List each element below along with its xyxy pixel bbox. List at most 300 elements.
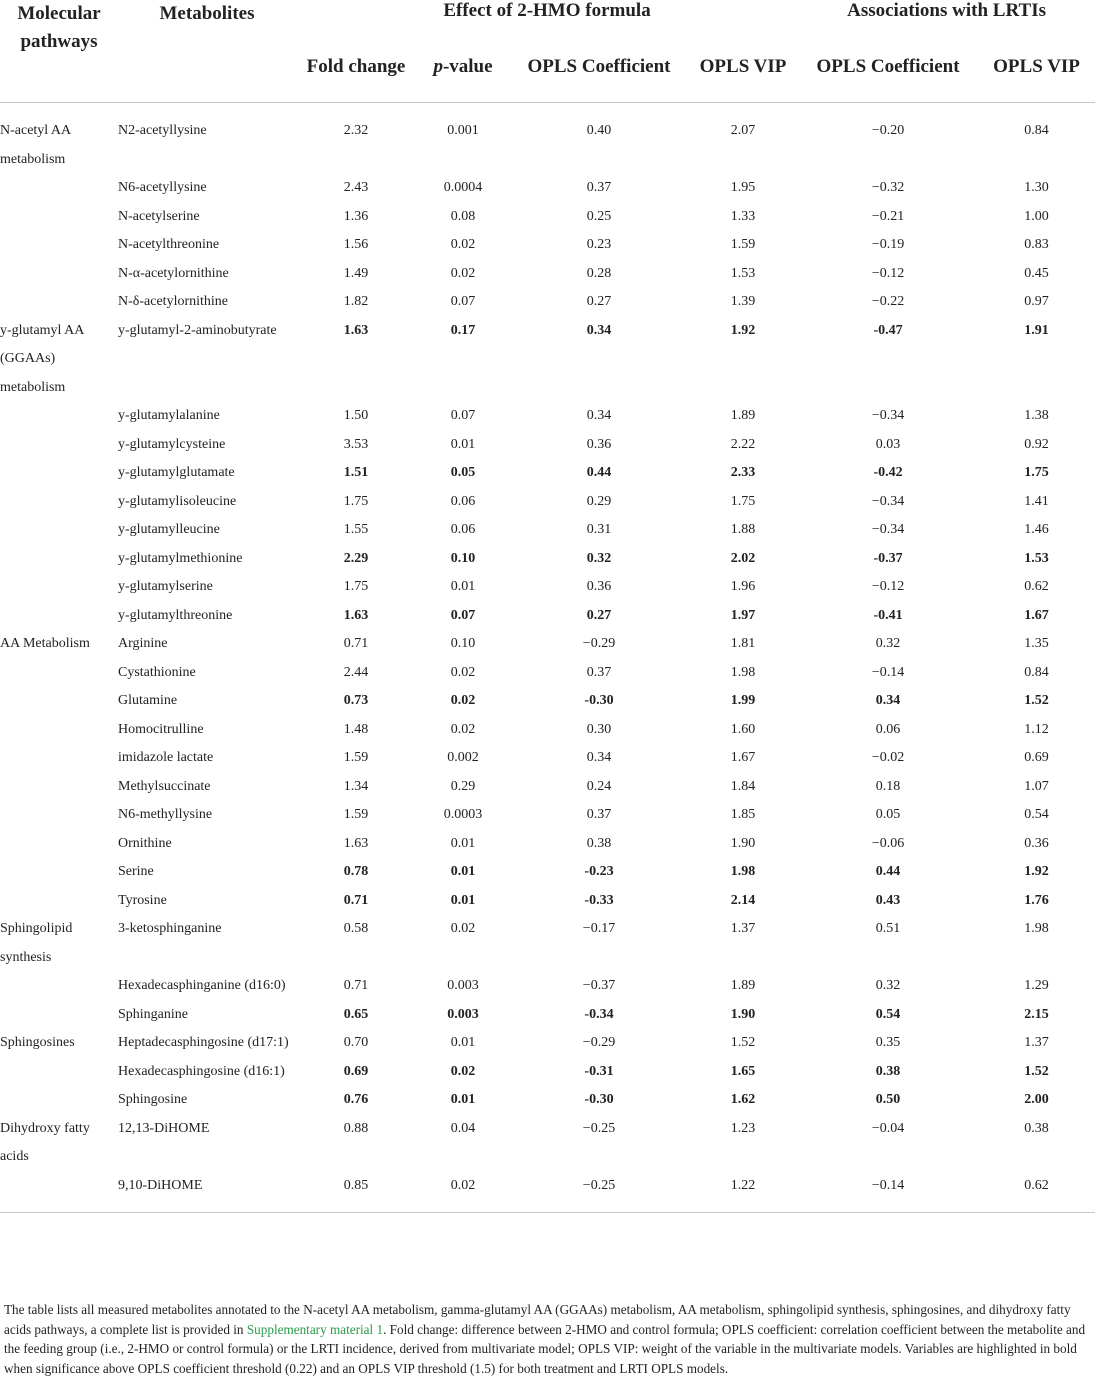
pathway-cell — [0, 1058, 118, 1087]
fold-change-cell: 0.65 — [343, 1006, 369, 1022]
fold-change-cell: 0.70 — [343, 1035, 369, 1050]
opls-vip-treatment-cell: 1.96 — [730, 579, 756, 594]
supplementary-material-link[interactable]: Supplementary material 1 — [246, 1321, 384, 1337]
opls-coefficient-lrti-cell: −0.12 — [871, 579, 905, 594]
pathway-cell — [0, 972, 118, 1001]
opls-coefficient-lrti-cell: −0.14 — [871, 664, 905, 680]
opls-vip-lrti-cell: 1.91 — [1024, 322, 1049, 338]
metabolite-cell: imidazole lactate — [118, 750, 214, 765]
opls-vip-treatment-cell: 1.98 — [730, 664, 756, 680]
opls-coefficient-lrti-cell: 0.18 — [875, 778, 901, 794]
pathway-cell — [0, 830, 118, 859]
opls-vip-lrti-cell: 0.62 — [1024, 579, 1049, 594]
pathway-cell — [0, 431, 118, 460]
p-value-cell: 0.02 — [450, 921, 476, 936]
fold-change-cell: 2.44 — [343, 664, 369, 680]
table-row — [0, 516, 1095, 545]
pathway-cell — [0, 716, 118, 745]
metabolite-cell: Cystathionine — [118, 664, 196, 680]
metabolite-cell: Sphinganine — [118, 1006, 188, 1022]
fold-change-cell: 0.85 — [296, 1172, 416, 1213]
fold-change-cell: 1.59 — [343, 807, 369, 822]
p-value-cell: 0.001 — [447, 123, 479, 138]
fold-change-cell: 1.75 — [343, 579, 369, 594]
fold-change-cell: 0.78 — [343, 864, 369, 879]
opls-coefficient-treatment-cell: 0.28 — [586, 265, 612, 281]
metabolite-cell: Hexadecasphinganine (d16:0) — [118, 978, 286, 993]
table-row — [0, 915, 1095, 972]
table-row — [0, 687, 1095, 716]
pathway-cell — [0, 887, 118, 916]
opls-vip-treatment-cell: 1.53 — [730, 265, 756, 281]
opls-vip-treatment-cell: 1.98 — [730, 864, 756, 879]
p-value-cell: 0.01 — [450, 892, 476, 908]
opls-coefficient-lrti-cell: -0.37 — [873, 550, 903, 566]
opls-vip-lrti-cell: 0.54 — [1024, 807, 1049, 822]
p-italic: p — [433, 56, 443, 77]
table-row — [0, 1058, 1095, 1087]
opls-coefficient-lrti-cell: −0.14 — [798, 1172, 978, 1213]
opls-vip-treatment-cell: 1.67 — [730, 750, 756, 765]
pathway-cell — [0, 260, 118, 289]
opls-coefficient-treatment-cell: 0.37 — [586, 664, 612, 680]
opls-vip-treatment-cell: 1.81 — [730, 636, 756, 651]
p-value-cell: 0.003 — [447, 978, 479, 993]
opls-coefficient-lrti-cell: -0.47 — [873, 322, 903, 338]
p-value-cell: 0.01 — [450, 1035, 476, 1050]
pathway-cell — [0, 459, 118, 488]
table-row — [0, 1029, 1095, 1058]
table-row — [0, 630, 1095, 659]
p-value-cell: 0.02 — [450, 693, 476, 708]
opls-vip-treatment-cell: 1.62 — [730, 1092, 756, 1107]
opls-coefficient-lrti-cell: 0.35 — [875, 1035, 901, 1050]
opls-vip-treatment-cell: 2.33 — [730, 465, 756, 480]
header-effect-2hmo: Effect of 2-HMO formula — [443, 0, 651, 21]
fold-change-cell: 1.75 — [343, 493, 369, 509]
opls-vip-lrti-cell: 1.38 — [1024, 408, 1049, 423]
p-value-cell: 0.29 — [450, 778, 476, 794]
opls-vip-treatment-cell: 2.22 — [730, 436, 756, 452]
table-row — [0, 716, 1095, 745]
opls-vip-lrti-cell: 1.67 — [1024, 607, 1049, 623]
pathway-cell — [0, 1086, 118, 1115]
opls-coefficient-treatment-cell: 0.34 — [586, 750, 612, 765]
table-row — [0, 659, 1095, 688]
opls-coefficient-lrti-cell: 0.50 — [875, 1092, 901, 1107]
header-molecular-pathways: Molecular pathways — [0, 0, 118, 103]
metabolite-cell: Sphingosine — [118, 1092, 188, 1107]
fold-change-cell: 1.49 — [343, 265, 369, 281]
metabolite-cell: Ornithine — [118, 835, 172, 851]
opls-vip-lrti-cell: 1.52 — [1024, 1063, 1049, 1079]
opls-coefficient-treatment-cell: -0.34 — [584, 1006, 614, 1022]
p-value-cell: 0.06 — [450, 522, 476, 537]
opls-vip-lrti-cell: 1.00 — [1024, 208, 1049, 224]
fold-change-cell: 1.36 — [343, 208, 369, 224]
fold-change-cell: 1.56 — [343, 237, 369, 252]
opls-coefficient-lrti-cell: −0.04 — [871, 1120, 905, 1136]
opls-coefficient-treatment-cell: −0.37 — [582, 978, 616, 993]
pathway-cell — [0, 174, 118, 203]
opls-coefficient-treatment-cell: 0.24 — [586, 778, 612, 794]
p-value-cell: 0.02 — [450, 721, 476, 737]
metabolite-cell: Homocitrulline — [118, 721, 204, 737]
opls-vip-lrti-cell: 0.84 — [1024, 123, 1049, 138]
fold-change-cell: 1.59 — [343, 750, 369, 765]
table-row — [0, 488, 1095, 517]
opls-vip-treatment-cell: 1.84 — [730, 778, 756, 794]
header-p-value — [416, 56, 510, 103]
opls-coefficient-lrti-cell: 0.51 — [875, 921, 901, 936]
metabolite-cell: N-acetylthreonine — [118, 237, 220, 252]
opls-vip-lrti-cell: 0.84 — [1024, 664, 1049, 680]
p-value-cell: 0.07 — [450, 408, 476, 423]
opls-vip-treatment-cell: 1.90 — [730, 835, 756, 851]
p-value-cell: 0.02 — [450, 237, 476, 252]
pathway-cell — [0, 573, 118, 602]
opls-vip-lrti-cell: 1.76 — [1024, 892, 1049, 908]
opls-vip-treatment-cell: 2.14 — [730, 892, 756, 908]
table-row — [0, 887, 1095, 916]
pathway-cell — [0, 773, 118, 802]
fold-change-cell: 1.63 — [343, 607, 369, 623]
p-value-cell: 0.01 — [450, 1092, 476, 1107]
p-value-cell: 0.01 — [450, 579, 476, 594]
opls-vip-treatment-cell: 1.65 — [730, 1063, 756, 1079]
header-opls-vip-treatment: OPLS VIP — [688, 56, 798, 103]
opls-coefficient-treatment-cell: −0.29 — [582, 1035, 616, 1050]
opls-vip-treatment-cell: 1.33 — [730, 208, 756, 224]
metabolite-cell: Arginine — [118, 636, 168, 651]
metabolite-cell: y-glutamylalanine — [118, 408, 220, 423]
opls-coefficient-lrti-cell: 0.34 — [875, 693, 901, 708]
opls-coefficient-treatment-cell: -0.30 — [584, 693, 614, 708]
opls-coefficient-lrti-cell: 0.05 — [875, 807, 901, 822]
opls-coefficient-lrti-cell: 0.32 — [875, 978, 901, 993]
pathway-cell: AA Metabolism — [0, 636, 90, 651]
table-row — [0, 288, 1095, 317]
opls-vip-lrti-cell: 1.92 — [1024, 864, 1049, 879]
header-opls-coefficient-lrti: OPLS Coefficient — [798, 56, 978, 103]
table-row — [0, 231, 1095, 260]
footnote-text-start: The table lists all measured metabolites annotated to the N-acetyl AA metabolism, gamma-glutamyl AA (GGAAs) metabolism, AA metabolism, sphingolipid synthesis, sphingosines, and dihydroxy fatty acids pathways, a complete list is provided in — [4, 1302, 1071, 1337]
opls-coefficient-treatment-cell: 0.29 — [586, 493, 612, 509]
table-row — [0, 545, 1095, 574]
metabolite-cell: N-acetylserine — [118, 208, 200, 224]
opls-coefficient-lrti-cell: −0.06 — [871, 835, 905, 851]
fold-change-cell: 1.63 — [343, 835, 369, 851]
opls-vip-lrti-cell: 1.41 — [1024, 493, 1049, 509]
opls-vip-treatment-cell: 1.59 — [730, 237, 756, 252]
table-row — [0, 1086, 1095, 1115]
pathway-cell — [0, 801, 118, 830]
opls-coefficient-treatment-cell: 0.34 — [586, 408, 612, 423]
footnote-text-end: . Fold change: difference between 2-HMO and control formula; OPLS coefficient: correlation coefficient between the metabolite and the feeding group (i.e., 2-HMO or control formula) or the LRTI incidence, derived from multivariate model; OPLS VIP: weight of the variable in the multivariate models. Variables are highlighted in bold when significance above OPLS coefficient threshold (0.22) and an OPLS VIP threshold (1.5) for both treatment and LRTI OPLS models. — [4, 1321, 1086, 1376]
fold-change-cell: 1.82 — [343, 294, 369, 309]
metabolite-cell: N2-acetyllysine — [118, 123, 207, 138]
opls-vip-treatment-cell: 2.07 — [730, 123, 756, 138]
metabolite-cell: y-glutamylcysteine — [118, 436, 226, 452]
opls-vip-lrti-cell: 0.45 — [1024, 265, 1049, 281]
opls-coefficient-treatment-cell: 0.25 — [586, 208, 612, 224]
table-row — [0, 573, 1095, 602]
p-value-cell: 0.01 — [450, 436, 476, 452]
fold-change-cell: 0.88 — [343, 1120, 369, 1136]
p-value-cell: 0.003 — [447, 1006, 479, 1022]
opls-vip-lrti-cell: 1.07 — [1024, 778, 1049, 794]
table-row — [0, 1172, 1095, 1213]
opls-coefficient-lrti-cell: −0.19 — [871, 237, 905, 252]
opls-vip-lrti-cell: 1.12 — [1024, 721, 1049, 737]
opls-vip-lrti-cell: 0.38 — [1024, 1120, 1049, 1136]
opls-coefficient-treatment-cell: 0.23 — [586, 237, 612, 252]
fold-change-cell: 3.53 — [343, 436, 369, 452]
p-value-cell: 0.02 — [450, 265, 476, 281]
metabolite-cell: y-glutamylmethionine — [118, 550, 243, 566]
opls-coefficient-lrti-cell: −0.34 — [871, 408, 905, 423]
opls-vip-lrti-cell: 1.53 — [1024, 550, 1049, 566]
p-value-cell: 0.02 — [416, 1172, 510, 1213]
opls-vip-treatment-cell: 2.02 — [730, 550, 756, 566]
fold-change-cell: 1.34 — [343, 778, 369, 794]
opls-vip-treatment-cell: 1.23 — [730, 1120, 756, 1136]
opls-vip-treatment-cell: 1.75 — [730, 493, 756, 509]
opls-vip-treatment-cell: 1.22 — [688, 1172, 798, 1213]
p-value-cell: 0.02 — [450, 1063, 476, 1079]
metabolite-cell: 9,10-DiHOME — [118, 1172, 296, 1213]
opls-vip-treatment-cell: 1.52 — [730, 1035, 756, 1050]
fold-change-cell: 0.73 — [343, 693, 369, 708]
p-value-cell: 0.04 — [450, 1120, 476, 1136]
pathway-cell — [0, 516, 118, 545]
table-row — [0, 459, 1095, 488]
pathway-cell — [0, 659, 118, 688]
opls-vip-lrti-cell: 1.75 — [1024, 465, 1049, 480]
p-value-cell: 0.07 — [450, 607, 476, 623]
table-row — [0, 431, 1095, 460]
p-value-cell: 0.01 — [450, 864, 476, 879]
opls-vip-lrti-cell: 1.30 — [1024, 180, 1049, 195]
opls-coefficient-lrti-cell: −0.34 — [871, 522, 905, 537]
opls-coefficient-lrti-cell: -0.41 — [873, 607, 903, 623]
fold-change-cell: 1.63 — [343, 322, 369, 338]
opls-coefficient-lrti-cell: −0.02 — [871, 750, 905, 765]
table-row — [0, 317, 1095, 403]
table-row — [0, 174, 1095, 203]
p-value-cell: 0.06 — [450, 493, 476, 509]
opls-coefficient-treatment-cell: -0.31 — [584, 1063, 614, 1079]
opls-vip-treatment-cell: 1.85 — [730, 807, 756, 822]
metabolite-cell: Heptadecasphingosine (d17:1) — [118, 1035, 289, 1050]
opls-vip-lrti-cell: 0.62 — [978, 1172, 1095, 1213]
p-value-cell: 0.0004 — [443, 180, 483, 195]
opls-coefficient-lrti-cell: 0.32 — [875, 636, 901, 651]
header-metabolites: Metabolites — [118, 0, 296, 103]
opls-coefficient-lrti-cell: −0.34 — [871, 493, 905, 509]
opls-coefficient-treatment-cell: -0.33 — [584, 892, 614, 908]
opls-vip-lrti-cell: 1.37 — [1024, 1035, 1049, 1050]
p-value-cell: 0.07 — [450, 294, 476, 309]
p-value-cell: 0.05 — [450, 465, 476, 480]
opls-vip-lrti-cell: 2.15 — [1024, 1006, 1049, 1022]
opls-vip-lrti-cell: 1.35 — [1024, 636, 1049, 651]
pathway-cell — [0, 545, 118, 574]
opls-coefficient-treatment-cell: 0.37 — [586, 807, 612, 822]
opls-vip-treatment-cell: 1.95 — [730, 180, 756, 195]
pathway-cell: Dihydroxy fatty acids — [0, 1120, 90, 1164]
pathway-cell — [0, 744, 118, 773]
table-row — [0, 1115, 1095, 1172]
opls-vip-lrti-cell: 1.29 — [1024, 978, 1049, 993]
opls-coefficient-treatment-cell: -0.23 — [584, 864, 614, 879]
opls-coefficient-lrti-cell: −0.12 — [871, 265, 905, 281]
opls-coefficient-treatment-cell: 0.38 — [586, 835, 612, 851]
pathway-cell: Sphingolipid synthesis — [0, 921, 73, 965]
metabolite-cell: y-glutamylisoleucine — [118, 493, 237, 509]
metabolite-cell: y-glutamylleucine — [118, 522, 220, 537]
table-row — [0, 801, 1095, 830]
metabolite-cell: y-glutamyl-2-aminobutyrate — [118, 322, 277, 338]
pathway-cell — [0, 858, 118, 887]
opls-coefficient-lrti-cell: 0.06 — [875, 721, 901, 737]
table-body — [0, 103, 1095, 1213]
p-value-cell: 0.08 — [450, 208, 476, 224]
metabolite-cell: Serine — [118, 864, 154, 879]
opls-coefficient-treatment-cell: −0.17 — [582, 921, 616, 936]
metabolite-cell: N6-acetyllysine — [118, 180, 207, 195]
opls-coefficient-treatment-cell: 0.34 — [586, 322, 612, 338]
opls-vip-treatment-cell: 1.89 — [730, 408, 756, 423]
opls-coefficient-lrti-cell: 0.54 — [875, 1006, 901, 1022]
metabolite-cell: y-glutamylglutamate — [118, 465, 235, 480]
metabolite-cell: Glutamine — [118, 693, 178, 708]
table-row — [0, 203, 1095, 232]
opls-coefficient-treatment-cell: −0.25 — [582, 1120, 616, 1136]
opls-coefficient-lrti-cell: −0.20 — [871, 123, 905, 138]
opls-coefficient-lrti-cell: 0.38 — [875, 1063, 901, 1079]
metabolite-cell: 12,13-DiHOME — [118, 1120, 210, 1136]
opls-coefficient-lrti-cell: 0.44 — [875, 864, 901, 879]
metabolite-cell: N-α-acetylornithine — [118, 265, 229, 281]
pathway-cell: N-acetyl AA metabolism — [0, 123, 71, 167]
opls-coefficient-treatment-cell: 0.37 — [586, 180, 612, 195]
pathway-cell — [0, 203, 118, 232]
opls-vip-lrti-cell: 1.46 — [1024, 522, 1049, 537]
opls-vip-treatment-cell: 1.60 — [730, 721, 756, 737]
table-row — [0, 103, 1095, 175]
fold-change-cell: 1.55 — [343, 522, 369, 537]
metabolite-cell: Methylsuccinate — [118, 778, 211, 794]
opls-vip-treatment-cell: 1.39 — [730, 294, 756, 309]
p-value-cell: 0.02 — [450, 664, 476, 680]
opls-coefficient-treatment-cell: 0.27 — [586, 294, 612, 309]
table-row — [0, 260, 1095, 289]
pathway-cell: y-glutamyl AA (GGAAs) metabolism — [0, 322, 84, 395]
opls-coefficient-lrti-cell: -0.42 — [873, 465, 903, 480]
metabolite-cell: 3-ketosphinganine — [118, 921, 222, 936]
opls-coefficient-lrti-cell: 0.43 — [875, 892, 901, 908]
table-row — [0, 858, 1095, 887]
opls-vip-treatment-cell: 1.92 — [730, 322, 756, 338]
pathway-cell — [0, 488, 118, 517]
pathway-cell — [0, 231, 118, 260]
opls-vip-treatment-cell: 1.97 — [730, 607, 756, 623]
metabolite-cell: Tyrosine — [118, 892, 167, 908]
opls-coefficient-treatment-cell: 0.32 — [586, 550, 612, 566]
p-value-cell: 0.10 — [450, 636, 476, 651]
table-row — [0, 830, 1095, 859]
opls-coefficient-treatment-cell: 0.40 — [586, 123, 612, 138]
header-associations-lrti: Associations with LRTIs — [847, 0, 1046, 21]
opls-vip-treatment-cell: 1.89 — [730, 978, 756, 993]
fold-change-cell: 0.71 — [343, 892, 369, 908]
pathway-cell — [0, 402, 118, 431]
opls-coefficient-treatment-cell: −0.25 — [510, 1172, 688, 1213]
pathway-cell — [0, 288, 118, 317]
fold-change-cell: 2.29 — [343, 550, 369, 566]
opls-vip-treatment-cell: 1.37 — [730, 921, 756, 936]
table-row — [0, 1001, 1095, 1030]
opls-vip-lrti-cell: 0.36 — [1024, 835, 1049, 851]
table-footnote — [4, 1300, 1092, 1378]
opls-coefficient-lrti-cell: −0.32 — [871, 180, 905, 195]
pathway-cell — [0, 687, 118, 716]
fold-change-cell: 0.71 — [343, 978, 369, 993]
opls-coefficient-lrti-cell: −0.21 — [871, 208, 905, 224]
table-row — [0, 773, 1095, 802]
p-value-cell: 0.10 — [450, 550, 476, 566]
opls-vip-lrti-cell: 2.00 — [1024, 1092, 1049, 1107]
pathway-cell: Sphingosines — [0, 1035, 75, 1050]
opls-coefficient-lrti-cell: −0.22 — [871, 294, 905, 309]
opls-coefficient-treatment-cell: 0.36 — [586, 579, 612, 594]
opls-vip-treatment-cell: 1.90 — [730, 1006, 756, 1022]
p-value-cell: 0.01 — [450, 835, 476, 851]
fold-change-cell: 0.69 — [343, 1063, 369, 1079]
table-row — [0, 402, 1095, 431]
metabolite-cell: Hexadecasphingosine (d16:1) — [118, 1063, 285, 1079]
metabolite-cell: y-glutamylserine — [118, 579, 213, 594]
fold-change-cell: 2.32 — [343, 123, 369, 138]
fold-change-cell: 1.50 — [343, 408, 369, 423]
fold-change-cell: 0.76 — [343, 1092, 369, 1107]
opls-coefficient-treatment-cell: -0.30 — [584, 1092, 614, 1107]
opls-vip-lrti-cell: 0.83 — [1024, 237, 1049, 252]
fold-change-cell: 2.43 — [343, 180, 369, 195]
fold-change-cell: 0.58 — [343, 921, 369, 936]
opls-coefficient-treatment-cell: 0.31 — [586, 522, 612, 537]
opls-vip-lrti-cell: 1.52 — [1024, 693, 1049, 708]
header-fold-change: Fold change — [296, 56, 416, 103]
opls-coefficient-treatment-cell: 0.30 — [586, 721, 612, 737]
fold-change-cell: 1.51 — [343, 465, 369, 480]
p-value-suffix: -value — [442, 56, 493, 77]
header-opls-vip-lrti: OPLS VIP — [978, 56, 1095, 103]
opls-vip-lrti-cell: 1.98 — [1024, 921, 1049, 936]
p-value-cell: 0.0003 — [443, 807, 483, 822]
pathway-cell — [0, 1001, 118, 1030]
metabolite-cell: N-δ-acetylornithine — [118, 294, 228, 309]
opls-vip-treatment-cell: 1.99 — [730, 693, 756, 708]
opls-vip-lrti-cell: 0.69 — [1024, 750, 1049, 765]
opls-vip-lrti-cell: 0.92 — [1024, 436, 1049, 452]
fold-change-cell: 0.71 — [343, 636, 369, 651]
opls-vip-lrti-cell: 0.97 — [1024, 294, 1049, 309]
p-value-cell: 0.002 — [447, 750, 479, 765]
pathway-cell — [0, 1172, 118, 1213]
table-row — [0, 972, 1095, 1001]
